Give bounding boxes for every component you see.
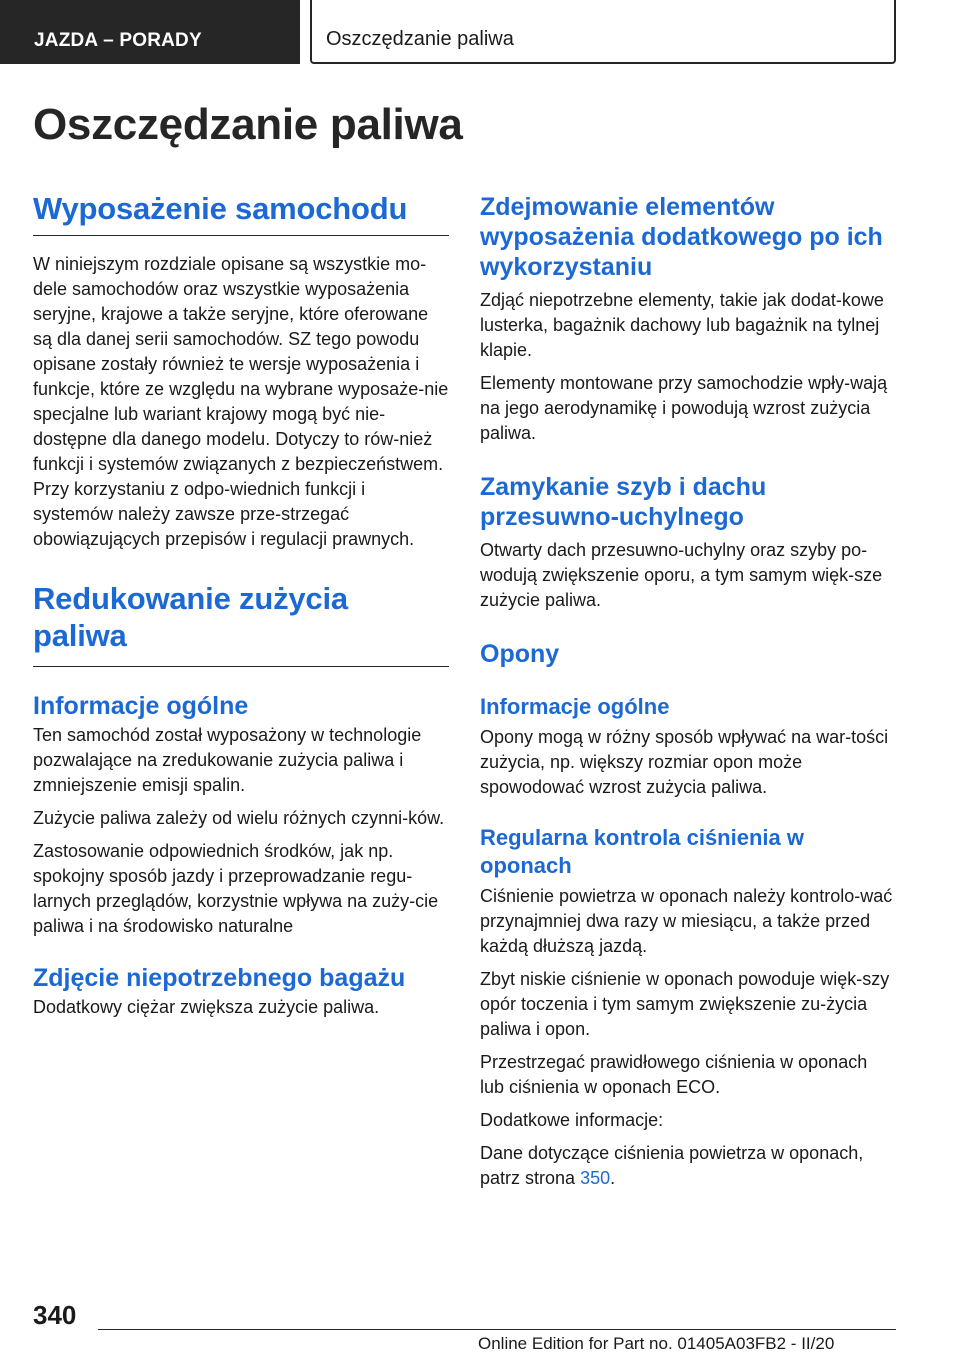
paragraph-remove-2: Elementy montowane przy samochodzie wpły-wają na jego aerodynamikę i powodują wzrost zużycia paliwa. [480,373,888,443]
footer-rule [98,1329,896,1330]
paragraph-remove-1: Zdjąć niepotrzebne elementy, takie jak dodat-kowe lusterka, bagażnik dachowy lub bagażnik na tylnej klapie. [480,290,884,360]
heading-remove-accessories: Zdejmowanie elementów wyposażenia dodatkowego po ich wykorzystaniu [480,193,883,281]
header-chapter-tab [310,0,896,64]
left-column [33,190,449,1020]
page-title: Oszczędzanie paliwa [33,100,463,149]
paragraph-luggage: Dodatkowy ciężar zwiększa zużycie paliwa. [33,997,380,1017]
paragraph-pressure-1: Ciśnienie powietrza w oponach należy kontrolo-wać przynajmniej dwa razy w miesiącu, a także przed każdą dłuższą jazdą. [480,886,893,956]
header-section-label: JAZDA – PORADY [34,30,202,51]
heading-equipment: Wyposażenie samochodu [33,190,449,236]
heading-general-info: Informacje ogólne [33,692,249,720]
heading-close-windows: Zamykanie szyb i dachu przesuwno-uchylnego [480,473,767,531]
page-number: 340 [33,1300,77,1330]
paragraph-more-info: Dodatkowe informacje: [480,1110,664,1130]
reference-text: Dane dotyczące ciśnienia powietrza w oponach, patrz strona [480,1143,864,1188]
heading-tyre-pressure: Regularna kontrola ciśnienia w oponach [480,825,804,878]
paragraph-pressure-2: Zbyt niskie ciśnienie w oponach powoduje więk-szy opór toczenia i tym samym zwiększenie zu-życia paliwa i opon. [480,969,890,1039]
paragraph-tyres-general: Opony mogą w różny sposób wpływać na war-tości zużycia, np. większy rozmiar opon może spowodować wzrost zużycia paliwa. [480,727,889,797]
heading-reduce-consumption: Redukowanie zużycia paliwa [33,581,348,653]
page-reference-link[interactable]: 350 [580,1168,611,1188]
paragraph-windows: Otwarty dach przesuwno-uchylny oraz szyby po-wodują zwiększenie oporu, a tym samym więk-sze zużycie paliwa. [480,540,883,610]
paragraph-general-1: Ten samochód został wyposażony w technologie pozwalające na zredukowanie zużycia paliwa i zmniejszenie emisji spalin. [33,725,422,795]
header-section-tab [0,0,300,64]
paragraph-general-3: Zastosowanie odpowiednich środków, jak np. spokojny sposób jazdy i przeprowadzanie regu-larnych przeglądów, korzystnie wpływa na zuży-cie paliwa i na środowisko naturalne [33,841,439,936]
heading-tyres-general: Informacje ogólne [480,694,670,719]
reference-end: . [610,1168,616,1188]
paragraph-general-2: Zużycie paliwa zależy od wielu różnych czynni-ków. [33,808,445,828]
header-chapter-label: Oszczędzanie paliwa [326,28,514,50]
heading-tyres: Opony [480,640,560,668]
paragraph-equipment: W niniejszym rozdziale opisane są wszystkie mo-dele samochodów oraz wszystkie wyposażenia seryjne, krajowe a także seryjne, które oferowane są dla danej serii samochodów. SZ tego powodu opisane zostały również te wersje wyposażenia i funkcje, które ze względu na wybrane wyposaże-nie specjalne lub wariant krajowy mogą być nie-dostępne dla danego modelu. Dotyczy to rów-nież funkcji i systemów związanych z bezpieczeństwem. Przy korzystaniu z odpo-wiednich funkcji i systemów należy zawsze prze-strzegać obowiązujących przepisów i regulacji prawnych. [33,254,449,549]
paragraph-pressure-3: Przestrzegać prawidłowego ciśnienia w oponach lub ciśnienia w oponach ECO. [480,1052,868,1097]
heading-remove-luggage: Zdjęcie niepotrzebnego bagażu [33,964,406,992]
paragraph-reference [480,1141,896,1191]
right-column [480,192,896,1191]
footer-edition: Online Edition for Part no. 01405A03FB2 - II/20 [478,1334,835,1353]
